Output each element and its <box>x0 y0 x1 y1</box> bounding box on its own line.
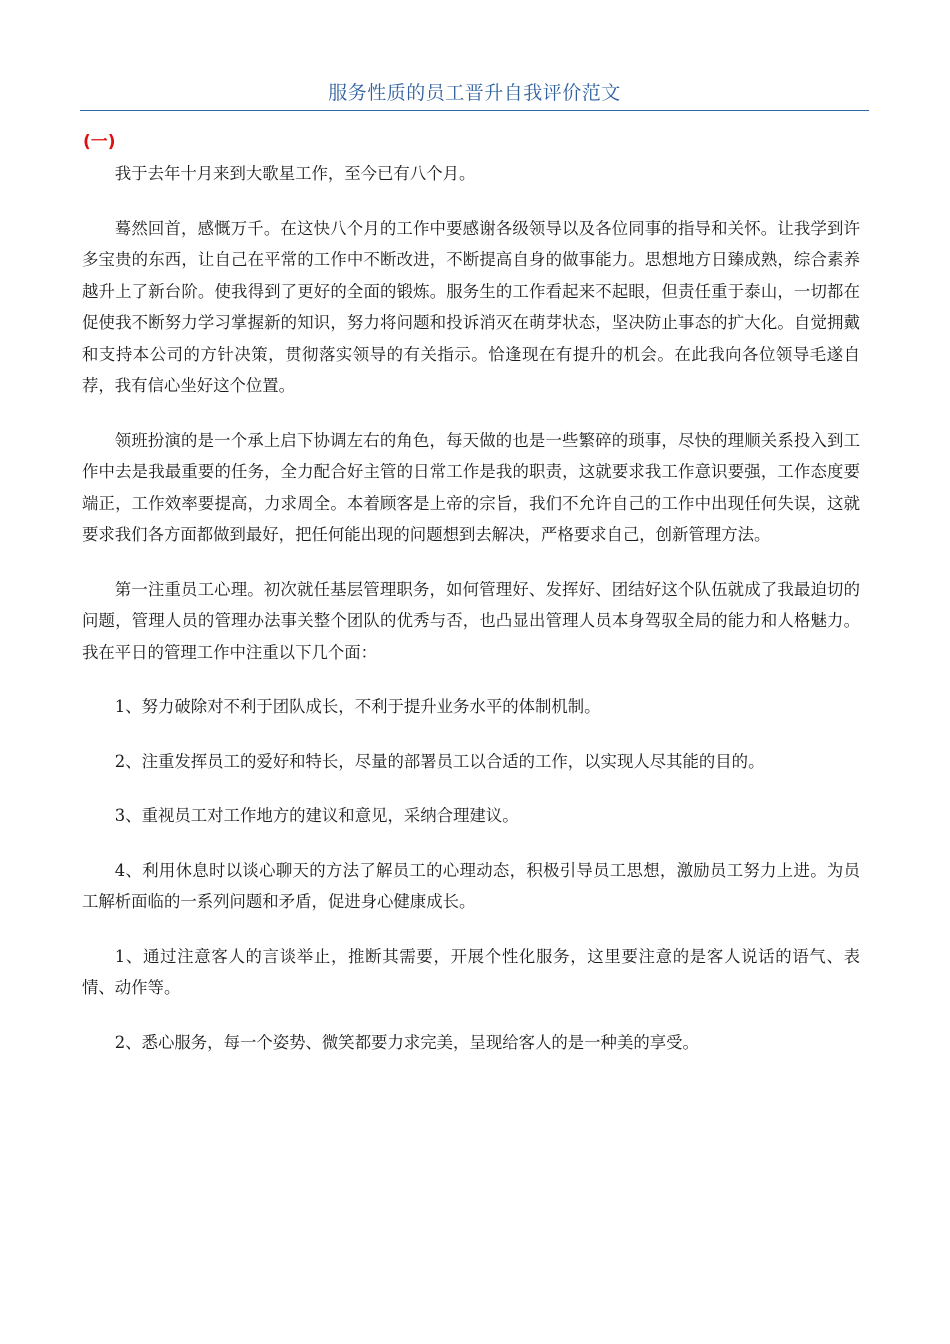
list-item: 1、努力破除对不利于团队成长，不利于提升业务水平的体制机制。 <box>114 697 601 716</box>
section-label: (一) <box>83 132 116 152</box>
list-item: 2、悉心服务，每一个姿势、微笑都要力求完美，呈现给客人的是一种美的享受。 <box>114 1032 699 1052</box>
document-title: 服务性质的员工晋升自我评价范文 <box>328 82 621 104</box>
paragraph-role: 领班扮演的是一个承上启下协调左右的角色，每天做的也是一些繁碎的琐事，尽快的理顺关系投入到工作中去是我最重要的任务，全力配合好主管的日常工作是我的职责，这就要求我工作意识要强，工作态度要端正，工作效率要提高，力求周全。本着顾客是上帝的宗旨，我们不允许自己的工作中出现任何失误，这就要求我们各方面都做到最好，把任何能出现的问题想到去解决，严格要求自己，创新管理方法。 <box>82 430 860 544</box>
list-item: 2、注重发挥员工的爱好和特长，尽量的部署员工以合适的工作，以实现人尽其能的目的。 <box>114 751 765 771</box>
list-item: 3、重视员工对工作地方的建议和意见，采纳合理建议。 <box>114 806 519 825</box>
page-header <box>80 76 869 111</box>
document-body <box>82 158 860 1081</box>
list-item: 4、利用休息时以谈心聊天的方法了解员工的心理动态，积极引导员工思想，激励员工努力上进。为员工解析面临的一系列问题和矛盾，促进身心健康成长。 <box>82 860 860 911</box>
paragraph-reflection: 蓦然回首，感慨万千。在这快八个月的工作中要感谢各级领导以及各位同事的指导和关怀。让我学到许多宝贵的东西，让自己在平常的工作中不断改进，不断提高自身的做事能力。思想地方日臻成熟，综合素养越升上了新台阶。使我得到了更好的全面的锻炼。服务生的工作看起来不起眼，但责任重于泰山，一切都在促使我不断努力学习掌握新的知识，努力将问题和投诉消灭在萌芽状态，坚决防止事态的扩大化。自觉拥戴和支持本公司的方针决策，贯彻落实领导的有关指示。恰逢现在有提升的机会。在此我向各位领导毛遂自荐，我有信心坐好这个位置。 <box>82 218 860 395</box>
paragraph-intro: 我于去年十月来到大歌星工作，至今已有八个月。 <box>114 164 476 183</box>
paragraph-staff-psychology: 第一注重员工心理。初次就任基层管理职务，如何管理好、发挥好、团结好这个队伍就成了我最迫切的问题，管理人员的管理办法事关整个团队的优秀与否，也凸显出管理人员本身驾驭全局的能力和人格魅力。我在平日的管理工作中注重以下几个面： <box>82 579 860 662</box>
list-item: 1、通过注意客人的言谈举止，推断其需要，开展个性化服务，这里要注意的是客人说话的语气、表情、动作等。 <box>82 946 860 997</box>
